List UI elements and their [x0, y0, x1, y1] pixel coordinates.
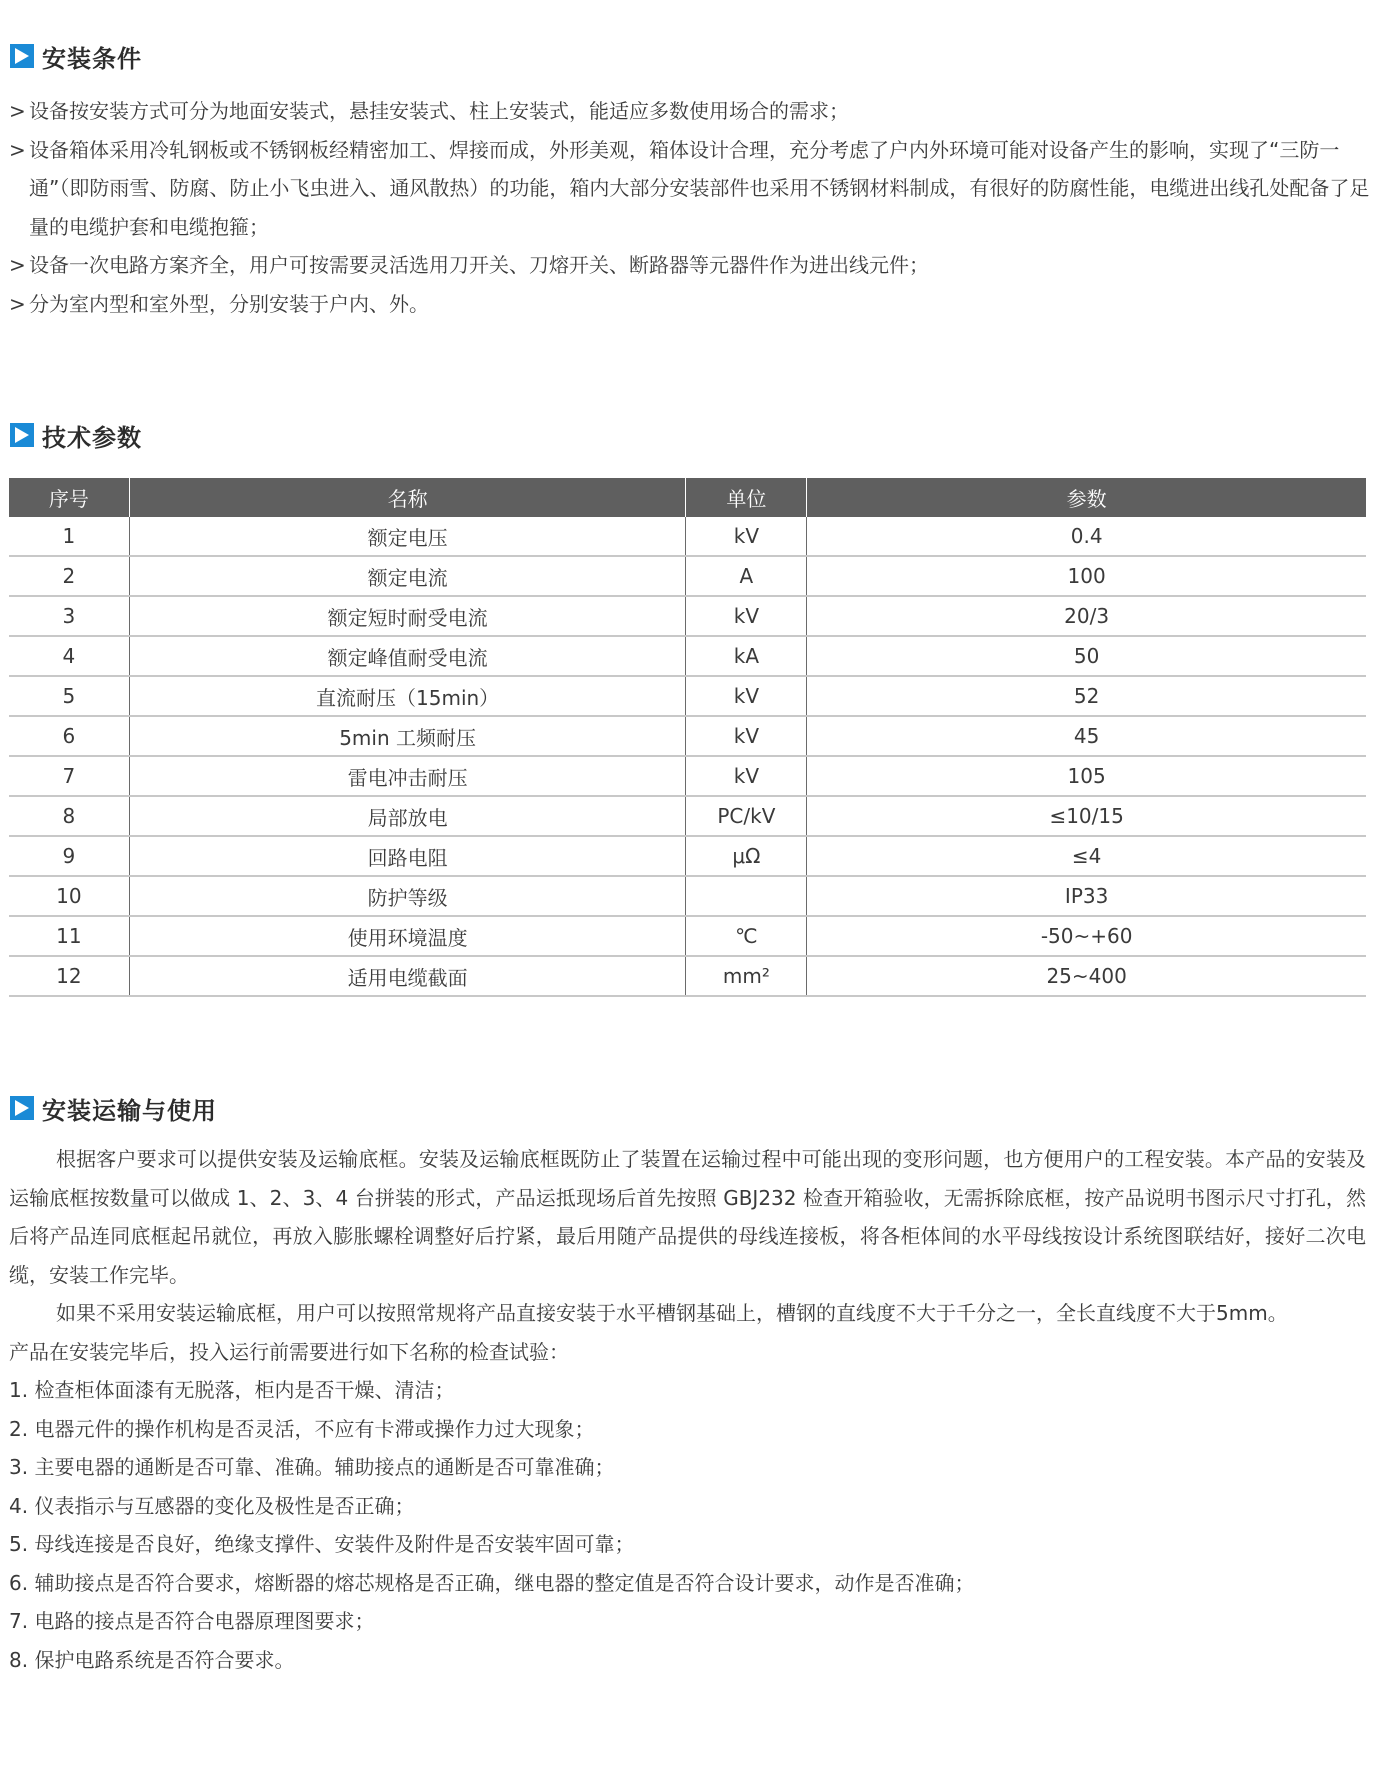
bullet-marker: >	[9, 253, 26, 277]
cell-value: ≤10/15	[807, 796, 1366, 836]
cell-unit: μΩ	[686, 836, 807, 876]
cell-value: 52	[807, 676, 1366, 716]
cell-index: 12	[9, 956, 129, 996]
cell-index: 7	[9, 756, 129, 796]
section-title-tech-params	[10, 418, 142, 452]
cell-name: 局部放电	[129, 796, 686, 836]
check-intro: 产品在安装完毕后，投入运行前需要进行如下名称的检查试验：	[9, 1339, 569, 1364]
cell-index: 2	[9, 556, 129, 596]
check-item: 8. 保护电路系统是否符合要求。	[9, 1647, 295, 1672]
cell-name: 防护等级	[129, 876, 686, 916]
cell-value: 45	[807, 716, 1366, 756]
cell-value: -50~+60	[807, 916, 1366, 956]
cell-value: 50	[807, 636, 1366, 676]
cell-value: 25~400	[807, 956, 1366, 996]
cell-unit: kV	[686, 676, 807, 716]
column-header: 名称	[129, 478, 686, 517]
check-item: 3. 主要电器的通断是否可靠、准确。辅助接点的通断是否可靠准确；	[9, 1455, 615, 1479]
cell-unit: PC/kV	[686, 796, 807, 836]
column-header: 序号	[9, 478, 129, 517]
cell-name: 5min 工频耐压	[129, 716, 686, 756]
transport-body	[9, 1140, 1366, 1679]
cell-unit: kA	[686, 636, 807, 676]
play-triangle-icon	[10, 44, 34, 68]
section-title-install-conditions	[10, 39, 142, 73]
cell-name: 使用环境温度	[129, 916, 686, 956]
table-row	[9, 636, 1366, 676]
paragraph: 如果不采用安装运输底框，用户可以按照常规将产品直接安装于水平槽钢基础上，槽钢的直线度不大于千分之一，全长直线度不大于5mm。	[56, 1301, 1288, 1325]
cell-name: 直流耐压（15min）	[129, 676, 686, 716]
table-body	[9, 517, 1366, 996]
list-item	[9, 131, 1374, 247]
cell-index: 3	[9, 596, 129, 636]
cell-unit: A	[686, 556, 807, 596]
column-header: 参数	[807, 478, 1366, 517]
cell-unit: kV	[686, 596, 807, 636]
section-heading: 安装条件	[42, 44, 142, 73]
list-item	[9, 92, 1374, 131]
cell-unit: kV	[686, 756, 807, 796]
table-row	[9, 956, 1366, 996]
cell-unit: kV	[686, 517, 807, 556]
bullet-marker: >	[9, 99, 26, 123]
cell-name: 回路电阻	[129, 836, 686, 876]
cell-name: 雷电冲击耐压	[129, 756, 686, 796]
table-row	[9, 596, 1366, 636]
check-item: 7. 电路的接点是否符合电器原理图要求；	[9, 1609, 375, 1633]
cell-value: ≤4	[807, 836, 1366, 876]
cell-value: 20/3	[807, 596, 1366, 636]
table-row	[9, 716, 1366, 756]
section-heading: 安装运输与使用	[42, 1096, 217, 1125]
check-item: 6. 辅助接点是否符合要求，熔断器的熔芯规格是否正确，继电器的整定值是否符合设计要求，动作是否准确；	[9, 1570, 975, 1595]
table-row	[9, 517, 1366, 556]
cell-unit: ℃	[686, 916, 807, 956]
bullet-marker: >	[9, 137, 26, 162]
check-item: 2. 电器元件的操作机构是否灵活，不应有卡滞或操作力过大现象；	[9, 1416, 595, 1441]
check-item: 1. 检查柜体面漆有无脱落，柜内是否干燥、清洁；	[9, 1378, 455, 1402]
list-item-text: 设备一次电路方案齐全，用户可按需要灵活选用刀开关、刀熔开关、断路器等元器件作为进出线元件；	[29, 253, 929, 277]
check-item: 4. 仪表指示与互感器的变化及极性是否正确；	[9, 1493, 415, 1518]
paragraph: 根据客户要求可以提供安装及运输底框。安装及运输底框既防止了装置在运输过程中可能出现的变形问题，也方便用户的工程安装。本产品的安装及运输底框按数量可以做成 1、2、3、4 台拼装的形式，产品运抵现场后首先按照 GBJ232 检查开箱验收，无需拆除底框，按产品说明书图示尺寸打孔，然后将产品连同底框起吊就位，再放入膨胀螺栓调整好后拧紧，最后用随产品提供的母线连接板，将各柜体间的水平母线按设计系统图联结好，接好二次电缆，安装工作完毕。	[9, 1147, 1366, 1287]
cell-index: 6	[9, 716, 129, 756]
check-item: 5. 母线连接是否良好，绝缘支撑件、安装件及附件是否安装牢固可靠；	[9, 1532, 635, 1556]
cell-index: 5	[9, 676, 129, 716]
cell-index: 11	[9, 916, 129, 956]
play-triangle-icon	[10, 423, 34, 447]
table-row	[9, 836, 1366, 876]
cell-index: 10	[9, 876, 129, 916]
table-row	[9, 556, 1366, 596]
column-header: 单位	[686, 478, 807, 517]
cell-value: 105	[807, 756, 1366, 796]
cell-name: 适用电缆截面	[129, 956, 686, 996]
table-row	[9, 796, 1366, 836]
cell-index: 8	[9, 796, 129, 836]
table-row	[9, 876, 1366, 916]
table-row	[9, 676, 1366, 716]
cell-unit: kV	[686, 716, 807, 756]
section-heading: 技术参数	[42, 423, 142, 452]
list-item-text: 设备按安装方式可分为地面安装式，悬挂安装式、柱上安装式，能适应多数使用场合的需求；	[29, 99, 849, 123]
cell-name: 额定电压	[129, 517, 686, 556]
bullet-marker: >	[9, 291, 26, 316]
tech-params-table	[9, 478, 1366, 997]
install-conditions-list	[9, 92, 1374, 323]
cell-unit: mm²	[686, 956, 807, 996]
cell-value: 100	[807, 556, 1366, 596]
list-item	[9, 285, 1374, 324]
cell-unit	[686, 876, 807, 916]
list-item-text: 分为室内型和室外型，分别安装于户内、外。	[29, 291, 429, 316]
table-row	[9, 756, 1366, 796]
cell-index: 1	[9, 517, 129, 556]
play-triangle-icon	[10, 1096, 34, 1120]
cell-name: 额定电流	[129, 556, 686, 596]
cell-index: 4	[9, 636, 129, 676]
list-item	[9, 246, 1374, 285]
cell-name: 额定短时耐受电流	[129, 596, 686, 636]
table-row	[9, 916, 1366, 956]
cell-value: 0.4	[807, 517, 1366, 556]
section-title-transport	[10, 1091, 217, 1125]
cell-value: IP33	[807, 876, 1366, 916]
cell-index: 9	[9, 836, 129, 876]
table-header-row	[9, 478, 1366, 517]
cell-name: 额定峰值耐受电流	[129, 636, 686, 676]
list-item-text: 设备箱体采用冷轧钢板或不锈钢板经精密加工、焊接而成，外形美观，箱体设计合理，充分考虑了户内外环境可能对设备产生的影响，实现了“三防一通”（即防雨雪、防腐、防止小飞虫进入、通风散热）的功能，箱内大部分安装部件也采用不锈钢材料制成，有很好的防腐性能，电缆进出线孔处配备了足量的电缆护套和电缆抱箍；	[29, 137, 1370, 239]
